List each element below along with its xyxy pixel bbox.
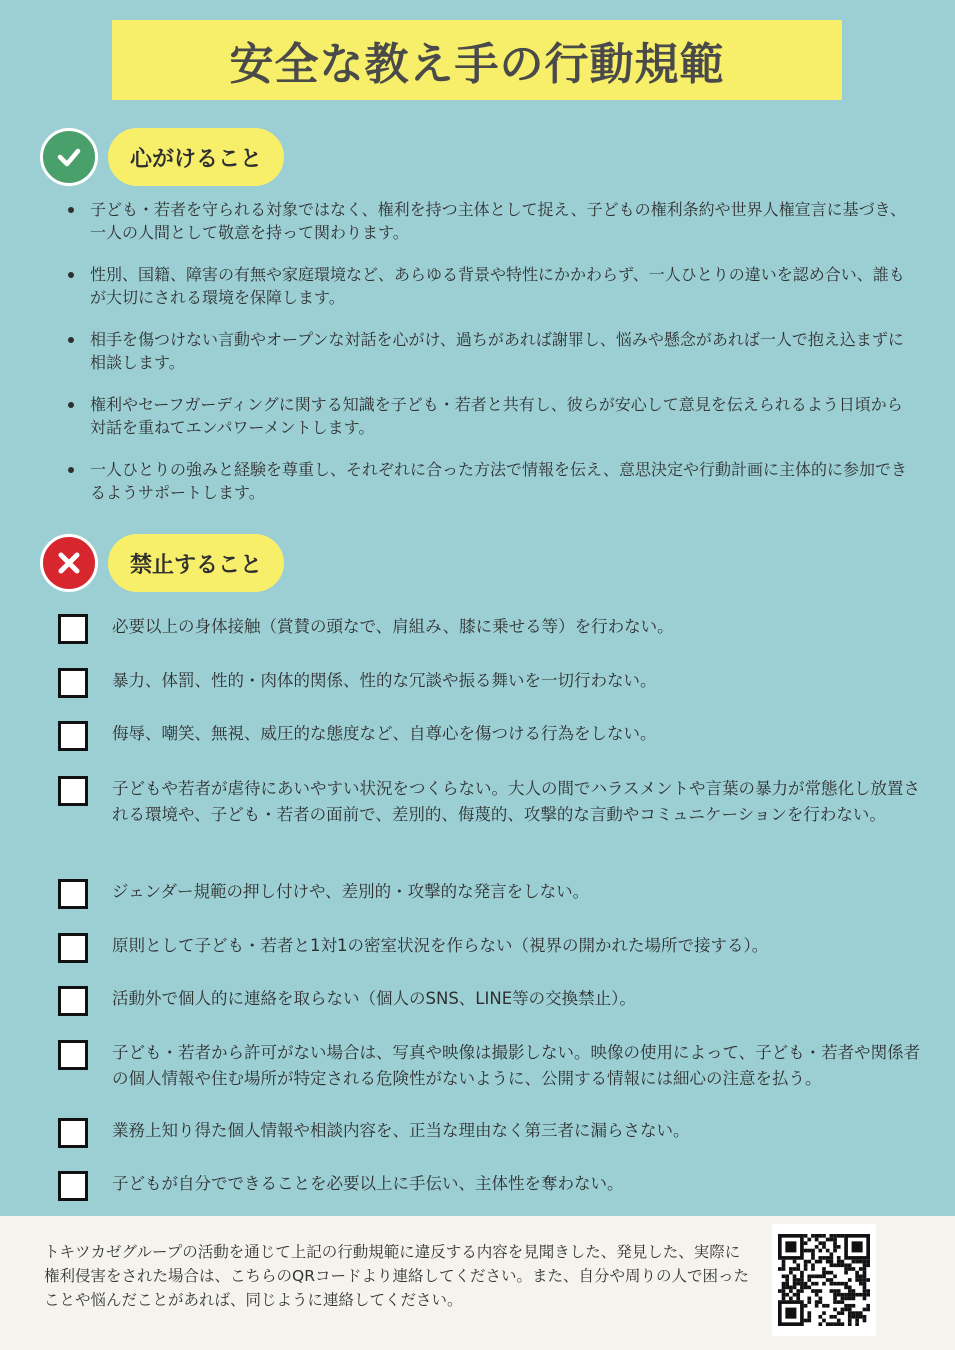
do-list-item: 子ども・若者を守られる対象ではなく、権利を持つ主体として捉え、子どもの権利条約や世界人権宣言に基づき、一人の人間として敬意を持って関わります。 [62,198,912,263]
do-list-item: 一人ひとりの強みと経験を尊重し、それぞれに合った方法で情報を伝え、意思決定や行動計画に主体的に参加できるようサポートします。 [62,458,912,523]
dont-item-text: ジェンダー規範の押し付けや、差別的・攻撃的な発言をしない。 [112,882,590,901]
page-title: 安全な教え手の行動規範 [229,39,725,90]
dont-list-item [58,668,928,698]
footer-text: トキツカゼグループの活動を通じて上記の行動規範に違反する内容を見聞きした、発見した、実際に権利侵害をされた場合は、こちらのQRコードより連絡してください。また、自分や周りの人で困ったことや悩んだことがあれば、同じように連絡してください。 [44,1243,749,1309]
do-list [62,198,912,523]
dont-list-item [58,721,928,751]
dont-section-heading: 禁止すること [108,534,284,592]
do-section-heading: 心がけること [108,128,284,186]
dont-item-text: 侮辱、嘲笑、無視、威圧的な態度など、自尊心を傷つける行為をしない。 [112,724,657,743]
dont-item-text: 暴力、体罰、性的・肉体的関係、性的な冗談や振る舞いを一切行わない。 [112,671,657,690]
do-list-item: 性別、国籍、障害の有無や家庭環境など、あらゆる背景や特性にかかわらず、一人ひとりの違いを認め合い、誰もが大切にされる環境を保障します。 [62,263,912,328]
qr-code-image [772,1224,876,1336]
dont-item-text: 子どもや若者が虐待にあいやすい状況をつくらない。大人の間でハラスメントや言葉の暴力が常態化し放置される環境や、子ども・若者の面前で、差別的、侮蔑的、攻撃的な言動やコミュニケーションを行わない。 [112,779,921,824]
do-section-header [40,126,284,188]
dont-list-item [58,614,928,644]
dont-item-text: 活動外で個人的に連絡を取らない（個人のSNS、LINE等の交換禁止）。 [112,989,636,1008]
dont-list-item [58,1040,928,1092]
dont-list-item [58,879,928,909]
title-banner [112,20,842,100]
checkbox[interactable] [58,1118,88,1148]
checkbox[interactable] [58,1171,88,1201]
x-icon [54,548,84,578]
dont-item-text: 業務上知り得た個人情報や相談内容を、正当な理由なく第三者に漏らさない。 [112,1121,690,1140]
check-circle-icon [40,128,98,186]
dont-list-item [58,986,928,1016]
dont-list-item [58,1118,928,1148]
checkbox[interactable] [58,668,88,698]
dont-list-item [58,933,928,963]
checkbox[interactable] [58,721,88,751]
checkbox[interactable] [58,933,88,963]
checkbox[interactable] [58,614,88,644]
do-list-item: 権利やセーフガーディングに関する知識を子ども・若者と共有し、彼らが安心して意見を伝えられるよう日頃から対話を重ねてエンパワーメントします。 [62,393,912,458]
do-list-item: 相手を傷つけない言動やオープンな対話を心がけ、過ちがあれば謝罪し、悩みや懸念があれば一人で抱え込まずに相談します。 [62,328,912,393]
checkbox[interactable] [58,1040,88,1070]
dont-list-item [58,1171,928,1201]
checkbox[interactable] [58,986,88,1016]
checkbox[interactable] [58,776,88,806]
x-circle-icon [40,534,98,592]
dont-section-header [40,532,284,594]
dont-item-text: 子どもが自分でできることを必要以上に手伝い、主体性を奪わない。 [112,1174,624,1193]
footer [0,1216,955,1350]
check-icon [53,141,85,173]
dont-list-item [58,776,928,828]
dont-item-text: 子ども・若者から許可がない場合は、写真や映像は撮影しない。映像の使用によって、子ども・若者や関係者の個人情報や住む場所が特定される危険性がないように、公開する情報には細心の注意を払う。 [112,1043,921,1088]
checkbox[interactable] [58,879,88,909]
dont-item-text: 必要以上の身体接触（賞賛の頭なで、肩組み、膝に乗せる等）を行わない。 [112,617,674,636]
dont-item-text: 原則として子ども・若者と1対1の密室状況を作らない（視界の開かれた場所で接する）。 [112,936,769,955]
qr-code[interactable] [772,1224,876,1336]
